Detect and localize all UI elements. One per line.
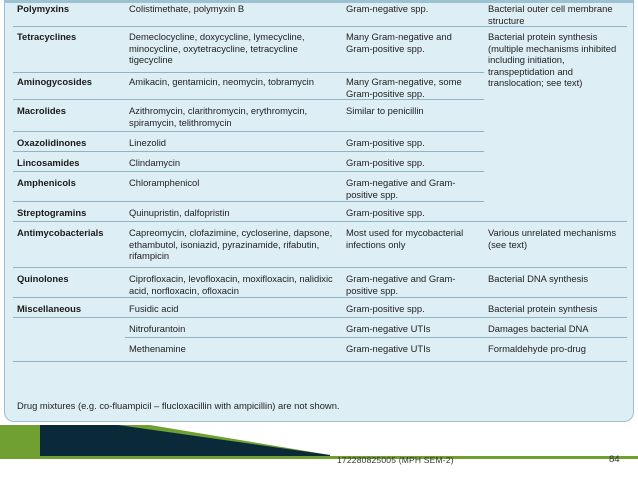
- drug-class-cell: Antimycobacterials: [13, 222, 125, 268]
- drugs-cell: Fusidic acid: [125, 298, 342, 318]
- table-panel: [4, 0, 634, 422]
- drug-class-cell: Miscellaneous: [13, 298, 125, 318]
- table-row: [13, 268, 627, 298]
- drug-class-cell: Aminogycosides: [13, 73, 125, 100]
- mechanism-cell: Bacterial protein synthesis: [484, 298, 627, 318]
- mechanism-cell: Bacterial DNA synthesis: [484, 268, 627, 298]
- drugs-cell: Colistimethate, polymyxin B: [125, 3, 342, 27]
- drug-class-cell: Oxazolidinones: [13, 132, 125, 152]
- spectrum-cell: Gram-negative spp.: [342, 3, 484, 27]
- drugs-cell: Clindamycin: [125, 152, 342, 172]
- spectrum-cell: Most used for mycobacterial infections only: [342, 222, 484, 268]
- slide-footer-graphic: [0, 425, 638, 479]
- footer-green-band: [0, 456, 638, 459]
- table-footnote: Drug mixtures (e.g. co-fluampicil – flucloxacillin with ampicillin) are not shown.: [17, 400, 340, 411]
- spectrum-cell: Gram-negative UTIs: [342, 318, 484, 338]
- spectrum-cell: Many Gram-negative and Gram-positive spp.: [342, 27, 484, 73]
- drug-class-cell: Macrolides: [13, 100, 125, 132]
- mechanism-cell: Bacterial protein synthesis (multiple mechanisms inhibited including initiation, transpeptidation and translocation; see text): [488, 31, 617, 88]
- antibacterial-drug-table: [13, 3, 627, 362]
- drug-class-cell: Streptogramins: [13, 202, 125, 222]
- drug-class-cell: [13, 318, 125, 338]
- drugs-cell: Capreomycin, clofazimine, cycloserine, dapsone, ethambutol, isoniazid, pyrazinamide, rifabutin, rifampicin: [125, 222, 342, 268]
- drugs-cell: Amikacin, gentamicin, neomycin, tobramycin: [125, 73, 342, 100]
- table-row: [13, 3, 627, 27]
- table-row: [13, 298, 627, 318]
- drugs-cell: Linezolid: [125, 132, 342, 152]
- drugs-cell: Nitrofurantoin: [125, 318, 342, 338]
- drugs-cell: Azithromycin, clarithromycin, erythromycin, spiramycin, telithromycin: [125, 100, 342, 132]
- mechanism-cell: Formaldehyde pro-drug: [484, 338, 627, 362]
- drug-class-cell: [13, 338, 125, 362]
- footer-id-text: 172280825005 (MPH SEM-2): [337, 455, 454, 465]
- spectrum-cell: Gram-negative and Gram-positive spp.: [342, 172, 484, 202]
- drugs-cell: Ciprofloxacin, levofloxacin, moxifloxacin, nalidixic acid, norfloxacin, ofloxacin: [125, 268, 342, 298]
- drug-class-cell: Lincosamides: [13, 152, 125, 172]
- drug-class-cell: Quinolones: [13, 268, 125, 298]
- drugs-cell: Demeclocycline, doxycycline, lymecycline, minocycline, oxytetracycline, tetracycline tigecycline: [125, 27, 342, 73]
- spectrum-cell: Gram-negative UTIs: [342, 338, 484, 362]
- footer-dark-wedge: [40, 425, 330, 458]
- table-row: [13, 338, 627, 362]
- spectrum-cell: Gram-negative and Gram-positive spp.: [342, 268, 484, 298]
- mechanism-cell: Damages bacterial DNA: [484, 318, 627, 338]
- drug-class-cell: Polymyxins: [13, 3, 125, 27]
- drug-class-cell: Tetracyclines: [13, 27, 125, 73]
- mechanism-cell: Various unrelated mechanisms (see text): [484, 222, 627, 268]
- table-row: [13, 222, 627, 268]
- spectrum-cell: Gram-positive spp.: [342, 202, 484, 222]
- page-number: 84: [609, 454, 620, 465]
- spectrum-cell: Many Gram-negative, some Gram-positive spp.: [342, 73, 484, 100]
- mechanism-cell: Bacterial outer cell membrane structure: [484, 3, 627, 27]
- table-row: [13, 318, 627, 338]
- table-row: [13, 27, 627, 73]
- drugs-cell: Quinupristin, dalfopristin: [125, 202, 342, 222]
- drugs-cell: Chloramphenicol: [125, 172, 342, 202]
- spectrum-cell: Similar to penicillin: [342, 100, 484, 132]
- spectrum-cell: Gram-positive spp.: [342, 298, 484, 318]
- drugs-cell: Methenamine: [125, 338, 342, 362]
- spectrum-cell: Gram-positive spp.: [342, 152, 484, 172]
- drug-class-cell: Amphenicols: [13, 172, 125, 202]
- spectrum-cell: Gram-positive spp.: [342, 132, 484, 152]
